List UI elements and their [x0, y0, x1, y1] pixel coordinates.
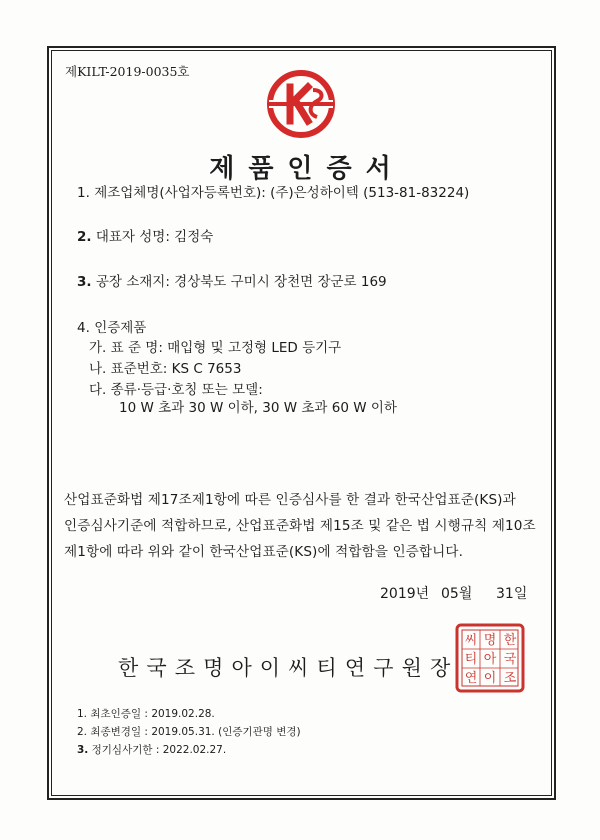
certificate-title: 제품인증서	[209, 154, 405, 184]
note-value: 2019.02.28.	[151, 708, 215, 720]
product-standard-name	[89, 336, 341, 356]
seal-glyph: 한	[503, 633, 517, 648]
date-month: 05월	[441, 586, 473, 602]
item-manufacturer	[77, 181, 469, 201]
product-type-label: 다. 종류·등급·호칭 또는 모델:	[89, 382, 263, 398]
factory-value: 경상북도 구미시 장천면 장군로 169	[174, 274, 387, 290]
item-factory	[77, 270, 387, 290]
seal-glyph: 연	[464, 671, 478, 686]
seal-glyph: 명	[483, 633, 497, 648]
item-label: 제조업체명(사업자등록번호):	[94, 185, 266, 201]
manufacturer-value: (주)은성하이텍 (513-81-83224)	[270, 185, 470, 201]
issuer-name: 한 국 조 명 아 이 씨 티 연 구 원 장	[118, 656, 451, 680]
certificate-number: 제KILT-2019-0035호	[65, 64, 190, 79]
item-label: 공장 소재지:	[95, 274, 170, 290]
seal-glyph: 티	[464, 652, 478, 667]
note-initial-cert	[77, 706, 215, 721]
note-number: 3.	[77, 744, 89, 756]
item-number: 3.	[77, 274, 92, 290]
item-representative	[77, 225, 213, 245]
official-seal-stamp	[454, 622, 526, 694]
note-label: 정기심사기한 :	[91, 744, 160, 756]
date-year: 2019년	[380, 586, 430, 602]
body-line: 제1항에 따라 위와 같이 한국산업표준(KS)에 적합함을 인증합니다.	[64, 544, 464, 560]
note-value: 2022.02.27.	[162, 744, 227, 756]
item-product	[77, 316, 146, 336]
seal-glyph: 조	[503, 671, 517, 686]
note-periodic-audit	[77, 742, 226, 757]
note-last-change	[77, 724, 301, 739]
note-value: 2019.05.31. (인증기관명 변경)	[151, 726, 301, 738]
item-number: 1.	[77, 185, 90, 201]
seal-glyph: 국	[503, 652, 517, 667]
ks-mark-logo	[267, 70, 335, 138]
product-type-value: 10 W 초과 30 W 이하, 30 W 초과 60 W 이하	[119, 400, 397, 416]
representative-value: 김정숙	[174, 229, 214, 245]
note-number: 2.	[77, 726, 88, 738]
body-line: 산업표준화법 제17조제1항에 따른 인증심사를 한 결과 한국산업표준(KS)과	[64, 492, 516, 508]
sub-label: 가. 표 준 명:	[89, 340, 163, 356]
sub-label: 나. 표준번호:	[89, 361, 168, 377]
note-number: 1.	[77, 708, 88, 720]
note-label: 최종변경일 :	[90, 726, 148, 738]
sub-value: KS C 7653	[171, 361, 242, 377]
seal-glyph: 아	[483, 652, 497, 667]
item-label: 대표자 성명:	[95, 229, 170, 245]
seal-glyph: 씨	[464, 633, 478, 648]
seal-glyph: 이	[483, 671, 497, 686]
product-standard-number	[89, 357, 241, 377]
item-label: 인증제품	[94, 320, 147, 336]
item-number: 2.	[77, 229, 92, 245]
date-day: 31일	[496, 586, 528, 602]
note-label: 최초인증일 :	[90, 708, 148, 720]
body-line: 인증심사기준에 적합하므로, 산업표준화법 제15조 및 같은 법 시행규칙 제10조	[64, 518, 536, 534]
sub-value: 매입형 및 고정형 LED 등기구	[167, 340, 342, 356]
item-number: 4.	[77, 320, 90, 336]
